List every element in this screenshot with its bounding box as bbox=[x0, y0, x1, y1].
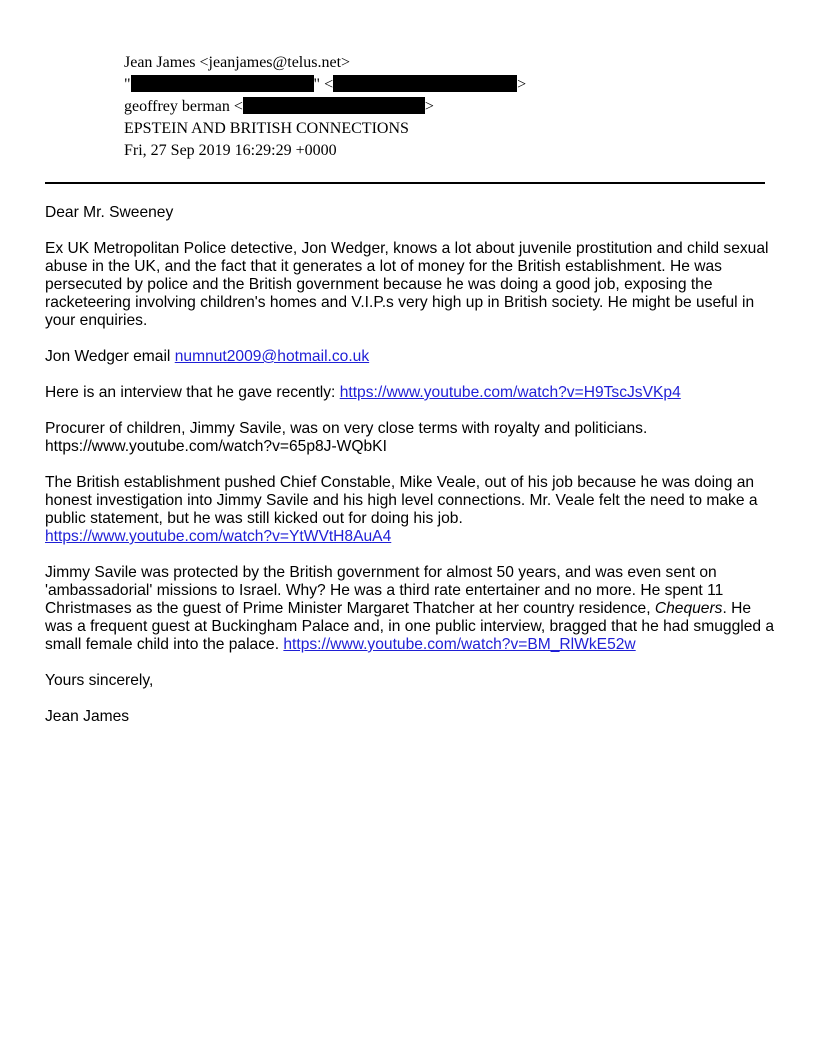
paragraph-veale bbox=[45, 474, 775, 546]
redacted-cc-email bbox=[243, 97, 425, 114]
to-open-quote: " bbox=[124, 76, 131, 93]
from-value: Jean James <jeanjames@telus.net> bbox=[124, 54, 351, 71]
veale-video-link[interactable]: https://www.youtube.com/watch?v=YtWVtH8AuA4 bbox=[45, 528, 392, 545]
redacted-to-name bbox=[131, 75, 314, 92]
closing: Yours sincerely, bbox=[45, 672, 154, 689]
wedger-email-link[interactable]: numnut2009@hotmail.co.uk bbox=[174, 348, 370, 365]
to-close: > bbox=[517, 76, 527, 93]
signature: Jean James bbox=[45, 708, 130, 725]
paragraph-savile bbox=[45, 564, 775, 654]
savile-video-link[interactable]: https://www.youtube.com/watch?v=BM_RlWkE52w bbox=[283, 636, 636, 653]
procurer-video-url: https://www.youtube.com/watch?v=65p8J-WQbKI bbox=[45, 438, 387, 455]
chequers-italic: Chequers bbox=[654, 600, 723, 617]
cc-close: > bbox=[424, 98, 434, 115]
interview-video-link[interactable]: https://www.youtube.com/watch?v=H9TscJsVKp4 bbox=[339, 384, 681, 401]
to-value bbox=[124, 74, 526, 96]
header-divider bbox=[45, 182, 765, 184]
redacted-to-email bbox=[333, 75, 517, 92]
date-value: Fri, 27 Sep 2019 16:29:29 +0000 bbox=[124, 142, 337, 159]
paragraph-email bbox=[45, 348, 775, 366]
procurer-text: Procurer of children, Jimmy Savile, was on very close terms with royalty and politicians. bbox=[45, 420, 648, 437]
savile-text-a: Jimmy Savile was protected by the British government for almost 50 years, and was even sent on 'ambassadorial' missions to Israel. Why? He was a third rate entertainer and no more. He spent 11 Christmases as the guest of Prime Minister Margaret Thatcher at her country residence, bbox=[45, 564, 724, 617]
email-intro-text: Jon Wedger email bbox=[45, 348, 175, 365]
cc-value bbox=[124, 96, 434, 118]
paragraph-interview bbox=[45, 384, 775, 402]
to-separator: " < bbox=[313, 76, 334, 93]
paragraph-wedger: Ex UK Metropolitan Police detective, Jon Wedger, knows a lot about juvenile prostitution and child sexual abuse in the UK, and the fact that it generates a lot of money for the British establishment. He was persecuted by police and the British government because he was doing a good job, exposing the racketeering involving children's homes and V.I.P.s very high up in British society. He might be useful in your enquiries. bbox=[45, 240, 769, 329]
subject-value: EPSTEIN AND BRITISH CONNECTIONS bbox=[124, 120, 409, 137]
cc-name: geoffrey berman < bbox=[124, 98, 243, 115]
email-body bbox=[45, 204, 775, 744]
greeting: Dear Mr. Sweeney bbox=[45, 204, 174, 221]
savile-text-b: . He was a frequent guest at Buckingham Palace and, in one public interview, bragged that he had smuggled a small female child into the palace. bbox=[45, 600, 775, 653]
veale-text: The British establishment pushed Chief Constable, Mike Veale, out of his job because he was doing an honest investigation into Jimmy Savile and his high level connections. Mr. Veale felt the need to make a public statement, but he was still kicked out for doing his job. bbox=[45, 474, 758, 527]
paragraph-procurer bbox=[45, 420, 775, 456]
interview-intro-text: Here is an interview that he gave recently: bbox=[45, 384, 340, 401]
